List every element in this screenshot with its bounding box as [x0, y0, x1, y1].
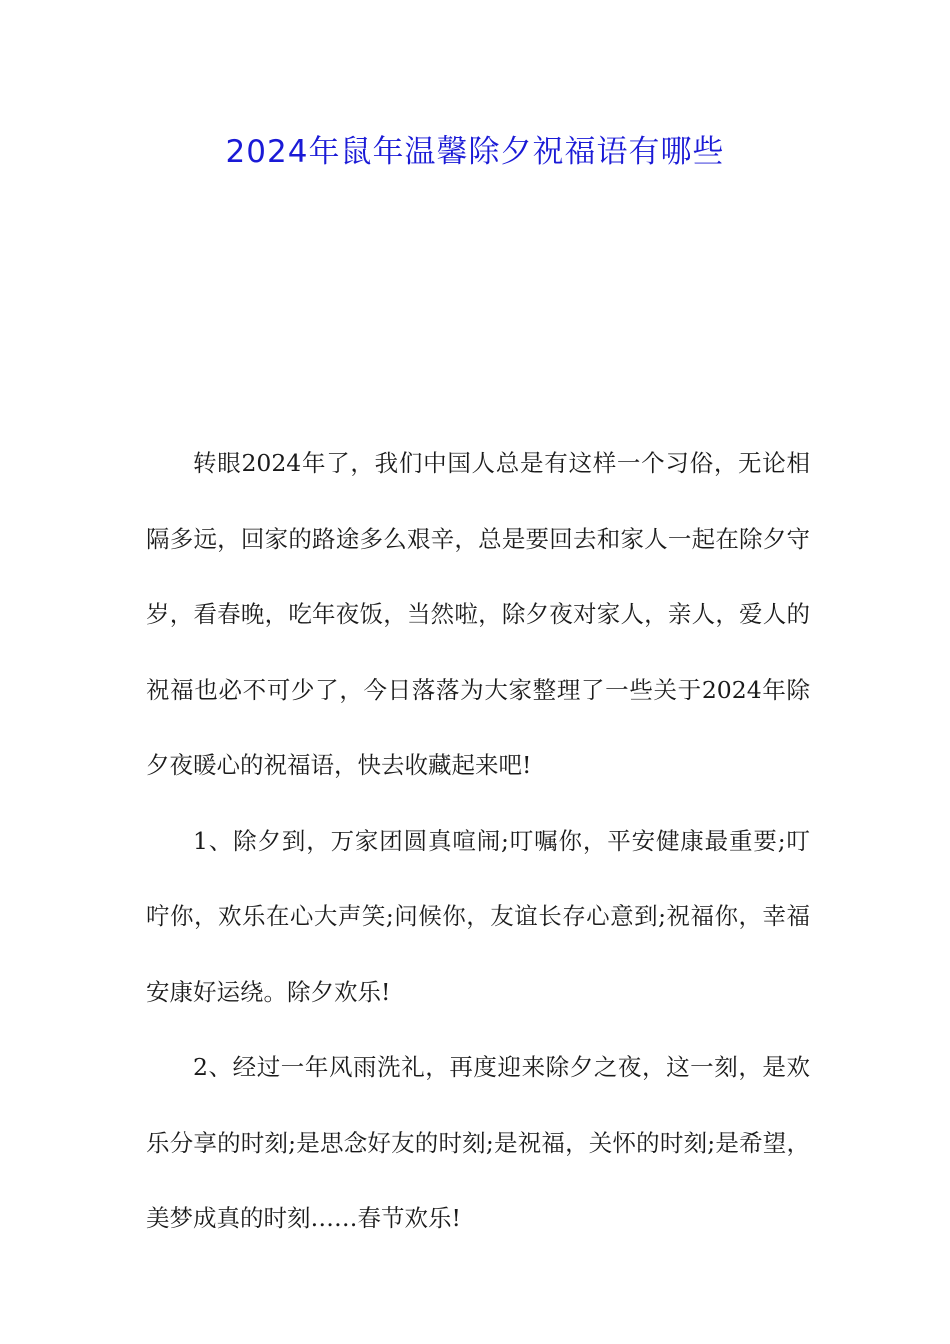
- greeting-paragraph-2: 2、经过一年风雨洗礼，再度迎来除夕之夜，这一刻，是欢乐分享的时刻;是思念好友的时刻;是祝福，关怀的时刻;是希望，美梦成真的时刻……春节欢乐!: [146, 1053, 810, 1232]
- document-title: 2024年鼠年温馨除夕祝福语有哪些: [225, 134, 725, 170]
- document-body: [146, 426, 810, 1257]
- intro-paragraph: 转眼2024年了，我们中国人总是有这样一个习俗，无论相隔多远，回家的路途多么艰辛，总是要回去和家人一起在除夕守岁，看春晚，吃年夜饭，当然啦，除夕夜对家人，亲人，爱人的祝福也必不可少了，今日落落为大家整理了一些关于2024年除夕夜暖心的祝福语，快去收藏起来吧!: [146, 449, 810, 779]
- greeting-paragraph-1: 1、除夕到，万家团圆真喧闹;叮嘱你，平安健康最重要;叮咛你，欢乐在心大声笑;问候你，友谊长存心意到;祝福你，幸福安康好运绕。除夕欢乐!: [146, 826, 810, 1006]
